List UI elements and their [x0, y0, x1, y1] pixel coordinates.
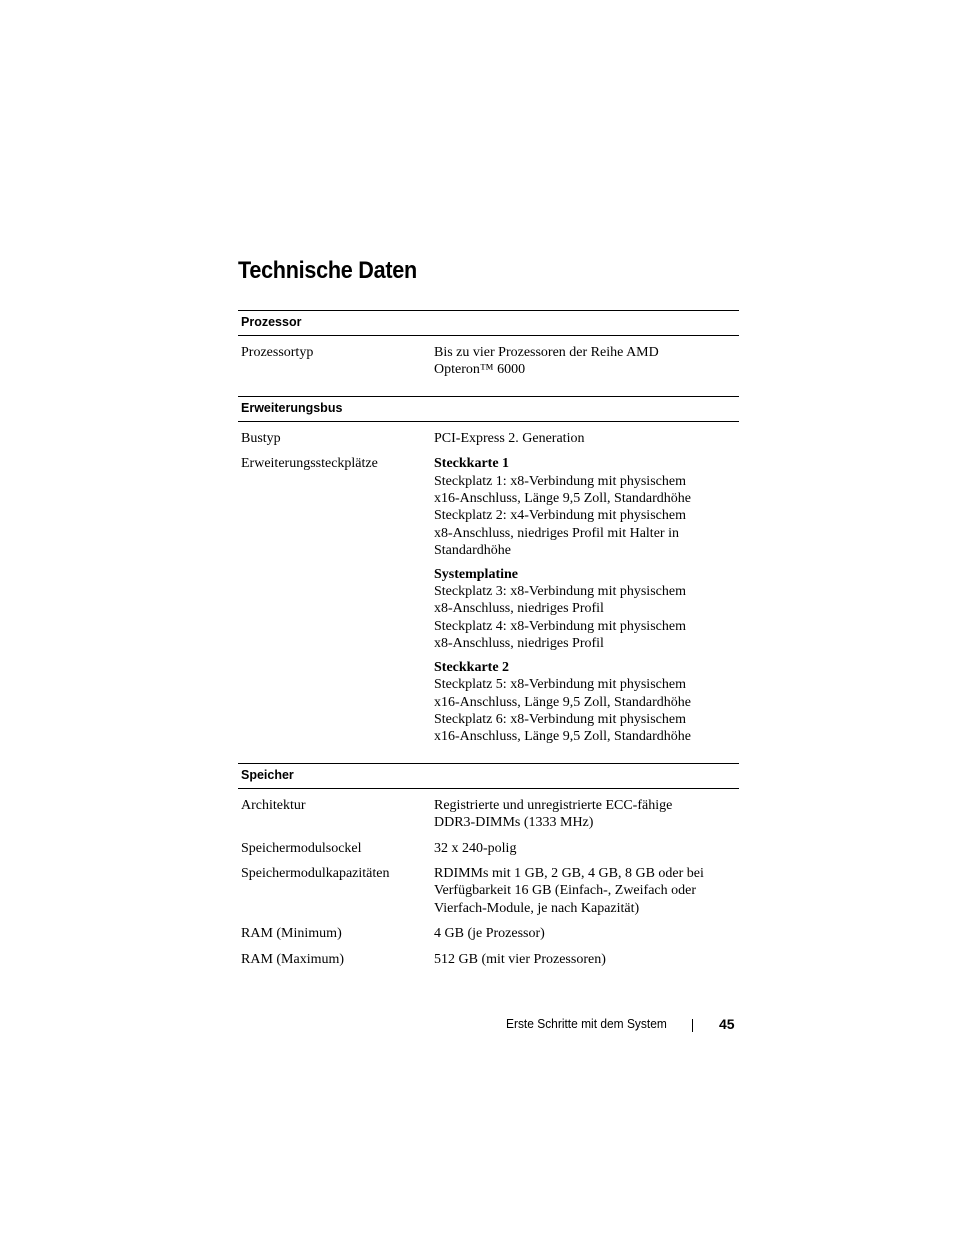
value-line: 32 x 240-polig: [434, 840, 517, 856]
value-line: Vierfach-Module, je nach Kapazität): [434, 900, 640, 916]
spec-value: [434, 336, 739, 379]
spec-label: Speichermodulkapazitäten: [241, 865, 390, 881]
spec-value: [434, 857, 739, 917]
footer-separator: [692, 1019, 693, 1032]
value-line: x8-Anschluss, niedriges Profil: [434, 636, 604, 652]
spec-row: [238, 917, 739, 942]
value-line: x16-Anschluss, Länge 9,5 Zoll, Standardhöhe: [434, 491, 692, 507]
value-line: Steckplatz 3: x8-Verbindung mit physischem: [434, 584, 686, 600]
section-heading: Prozessor: [238, 310, 739, 336]
group-title: Systemplatine: [434, 566, 518, 582]
spec-value: [434, 943, 739, 968]
value-line: x8-Anschluss, niedriges Profil: [434, 601, 604, 617]
value-line: x8-Anschluss, niedriges Profil mit Halter in: [434, 525, 679, 541]
spec-label: Prozessortyp: [241, 345, 314, 360]
value-line: DDR3-DIMMs (1333 MHz): [434, 815, 594, 831]
spec-value: [434, 422, 739, 447]
value-line: Opteron™ 6000: [434, 362, 526, 378]
value-line: 4 GB (je Prozessor): [434, 926, 545, 942]
value-group: [434, 659, 739, 746]
footer-chapter-title: Erste Schritte mit dem System: [506, 1016, 667, 1031]
page-number: 45: [719, 1016, 735, 1032]
value-line: PCI-Express 2. Generation: [434, 430, 585, 446]
section-heading: Erweiterungsbus: [238, 396, 739, 422]
spec-sections: [238, 310, 739, 968]
page-footer: [0, 1014, 954, 1034]
spec-row: [238, 943, 739, 968]
spec-row: [238, 832, 739, 857]
value-line: Steckplatz 5: x8-Verbindung mit physischem: [434, 677, 686, 693]
spec-section: [238, 763, 739, 968]
value-line: Standardhöhe: [434, 543, 511, 559]
spec-row: [238, 857, 739, 917]
value-line: x16-Anschluss, Länge 9,5 Zoll, Standardhöhe: [434, 729, 692, 745]
spec-row: [238, 336, 739, 379]
spec-row: [238, 447, 739, 746]
group-title: Steckkarte 2: [434, 659, 510, 675]
section-heading: Speicher: [238, 763, 739, 789]
value-group: [434, 566, 739, 653]
value-line: RDIMMs mit 1 GB, 2 GB, 4 GB, 8 GB oder bei: [434, 865, 704, 881]
value-line: Steckplatz 4: x8-Verbindung mit physischem: [434, 618, 686, 634]
spec-value: [434, 917, 739, 942]
spec-label: RAM (Minimum): [241, 926, 342, 942]
value-line: Steckplatz 1: x8-Verbindung mit physischem: [434, 473, 686, 489]
value-line: Steckplatz 2: x4-Verbindung mit physischem: [434, 508, 686, 524]
spec-label: Architektur: [241, 797, 306, 813]
spec-value: [434, 832, 739, 857]
spec-value: [434, 447, 739, 746]
value-line: x16-Anschluss, Länge 9,5 Zoll, Standardhöhe: [434, 694, 692, 710]
spec-section: [238, 396, 739, 746]
spec-value: [434, 789, 739, 832]
value-line: Registrierte und unregistrierte ECC-fähige: [434, 797, 673, 813]
spec-section: [238, 310, 739, 379]
spec-label: Erweiterungssteckplätze: [241, 456, 378, 472]
spec-row: [238, 789, 739, 832]
value-line: Verfügbarkeit 16 GB (Einfach-, Zweifach oder: [434, 883, 697, 899]
spec-table: [238, 310, 739, 968]
spec-row: [238, 422, 739, 447]
spec-label: Bustyp: [241, 430, 281, 446]
spec-label: Speichermodulsockel: [241, 840, 362, 856]
value-group: [434, 455, 739, 559]
value-line: 512 GB (mit vier Prozessoren): [434, 951, 606, 967]
value-line: Steckplatz 6: x8-Verbindung mit physischem: [434, 711, 686, 727]
page-title: Technische Daten: [238, 257, 417, 284]
group-title: Steckkarte 1: [434, 456, 510, 472]
spec-label: RAM (Maximum): [241, 951, 345, 967]
value-line: Bis zu vier Prozessoren der Reihe AMD: [434, 345, 659, 360]
